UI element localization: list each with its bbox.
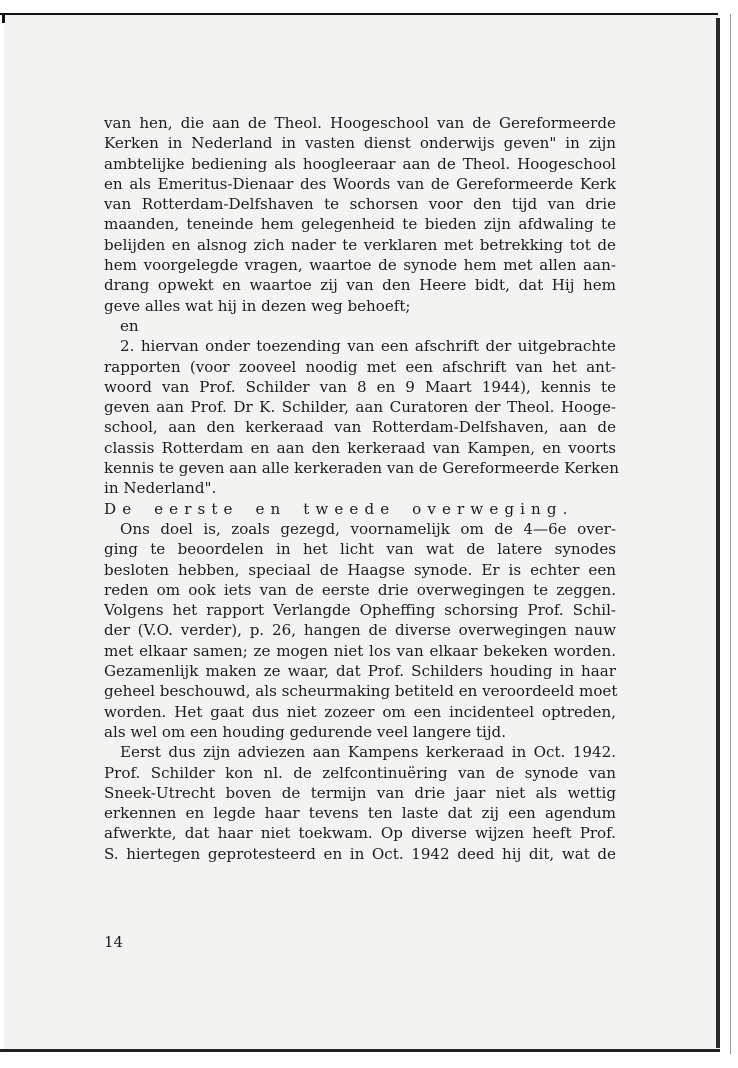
body-text	[104, 113, 619, 864]
text-line: kennis te geven aan alle kerkeraden van de Gereformeerde Kerken	[104, 459, 619, 478]
text-line: van hen, die aan de Theol. Hoogeschool van de Gereformeerde	[104, 114, 616, 132]
text-line: besloten hebben, speciaal de Haagse synode. Er is echter een	[104, 560, 616, 579]
text-line: Sneek-Utrecht boven de termijn van drie jaar niet als wettig	[104, 783, 616, 802]
paragraph-2	[104, 519, 616, 742]
text-line: geven aan Prof. Dr K. Schilder, aan Curatoren der Theol. Hooge-	[104, 398, 616, 417]
text-line: Ons doel is, zoals gezegd, voornamelijk om de 4—6e over-	[120, 519, 616, 538]
text-line: 2. hiervan onder toezending van een afschrift der uitgebrachte	[120, 337, 616, 356]
text-line: S. hiertegen geprotesteerd en in Oct. 1942 deed hij dit, wat de	[104, 844, 616, 863]
item-2	[104, 336, 619, 498]
corner-mark	[2, 13, 5, 23]
conjunction-en: en	[120, 316, 139, 335]
text-line: drang opwekt en waartoe zij van den Heere bidt, dat Hij hem	[104, 276, 616, 295]
text-line: woord van Prof. Schilder van 8 en 9 Maart 1944), kennis te	[104, 377, 616, 396]
text-line: geve alles wat hij in dezen weg behoeft;	[104, 296, 411, 315]
text-line: ambtelijke bediening als hoogleeraar aan de Theol. Hoogeschool	[104, 154, 616, 173]
text-line: rapporten (voor zooveel noodig met een afschrift van het ant-	[104, 357, 616, 376]
text-line: erkennen en legde haar tevens ten laste dat zij een agendum	[104, 804, 616, 823]
top-edge-rule	[0, 13, 718, 15]
text-line: Eerst dus zijn adviezen aan Kampens kerkeraad in Oct. 1942.	[120, 743, 616, 762]
text-line: maanden, teneinde hem gelegenheid te bieden zijn afdwaling te	[104, 215, 616, 234]
paragraph-1	[104, 113, 616, 316]
text-line: worden. Het gaat dus niet zozeer om een incidenteel optreden,	[104, 702, 616, 721]
text-line: in Nederland".	[104, 479, 217, 498]
text-line: ging te beoordelen in het licht van wat de latere synodes	[104, 540, 616, 559]
text-line: classis Rotterdam en aan den kerkeraad van Kampen, en voorts	[104, 438, 616, 457]
page-number: 14	[104, 933, 124, 951]
text-line: belijden en alsnog zich nader te verklaren met betrekking tot de	[104, 235, 616, 254]
text-line: en als Emeritus-Dienaar des Woords van de Gereformeerde Kerk	[104, 174, 616, 193]
paragraph-3	[104, 742, 616, 864]
text-line: Kerken in Nederland in vasten dienst onderwijs geven" in zijn	[104, 134, 616, 153]
binding-edge	[716, 18, 720, 1048]
bottom-edge-rule	[0, 1049, 720, 1052]
text-line: school, aan den kerkeraad van Rotterdam-Delfshaven, aan de	[104, 418, 616, 437]
binding-edge-shadow	[730, 14, 731, 1054]
text-line: Prof. Schilder kon nl. de zelfcontinuëring van de synode van	[104, 763, 616, 782]
text-line: van Rotterdam-Delfshaven te schorsen voor den tijd van drie	[104, 195, 616, 214]
text-line: hem voorgelegde vragen, waartoe de synode hem met allen aan-	[104, 256, 616, 275]
text-line: reden om ook iets van de eerste drie overwegingen te zeggen.	[104, 580, 616, 599]
text-line: met elkaar samen; ze mogen niet los van elkaar bekeken worden.	[104, 641, 616, 660]
section-heading: De eerste en tweede overweging.	[104, 499, 574, 518]
text-line: Volgens het rapport Verlangde Opheffing schorsing Prof. Schil-	[104, 601, 616, 620]
text-line: afwerkte, dat haar niet toekwam. Op diverse wijzen heeft Prof.	[104, 824, 616, 843]
text-line: der (V.O. verder), p. 26, hangen de diverse overwegingen nauw	[104, 621, 616, 640]
text-line: geheel beschouwd, als scheurmaking betiteld en veroordeeld moet	[104, 682, 618, 701]
text-line: Gezamenlijk maken ze waar, dat Prof. Schilders houding in haar	[104, 662, 616, 681]
text-line: als wel om een houding gedurende veel langere tijd.	[104, 722, 507, 741]
